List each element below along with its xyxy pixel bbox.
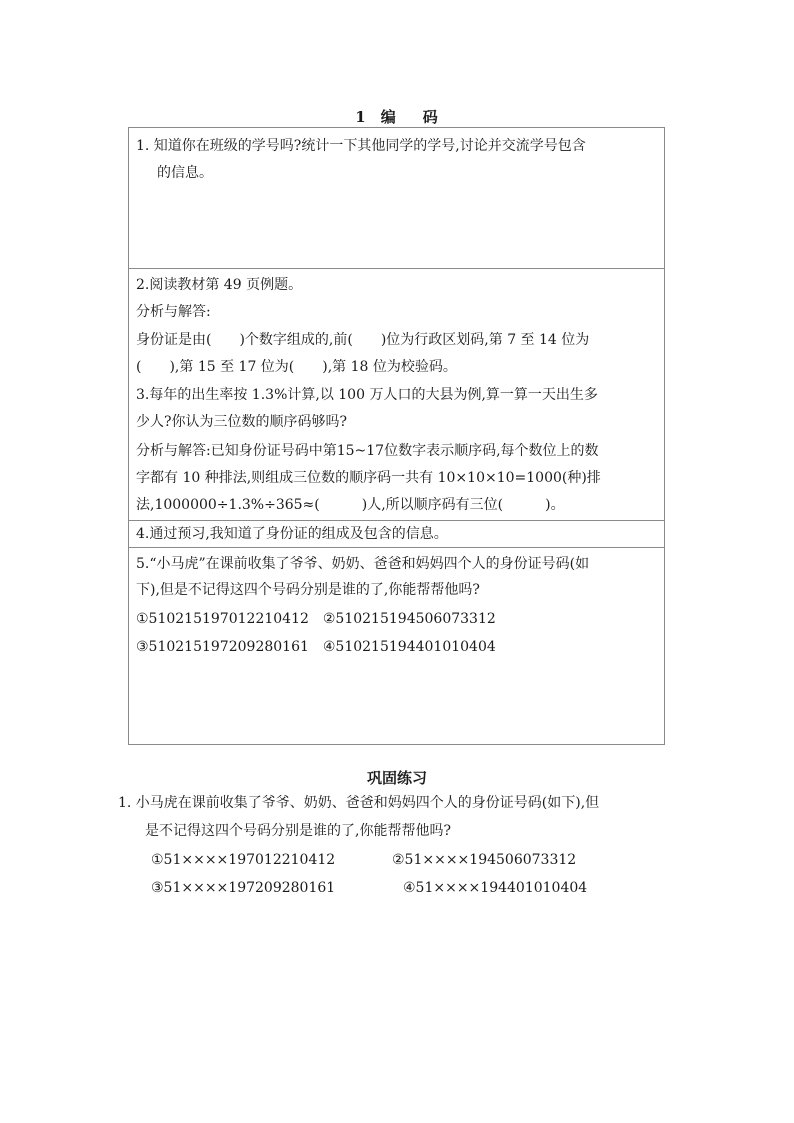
q2-line-3: 身份证是由( )个数字组成的,前( )位为行政区划码,第 7 至 14 位为 [136,332,590,348]
practice-title: 巩固练习 [366,769,427,787]
title-char-1: 编 [380,108,397,126]
practice-q1-line-1: 1. 小马虎在课前收集了爷爷、奶奶、爸爸和妈妈四个人的身份证号码(如下),但 [118,795,600,811]
q1-line-2: 的信息。 [157,165,213,181]
practice-q1-line-2: 是不记得这四个号码分别是谁的了,你能帮帮他吗? [145,823,451,839]
q5-id-row-1: ①510215197012210412 ②510215194506073312 [136,611,496,627]
q3-line-1: 3.每年的出生率按 1.3%计算,以 100 万人口的大县为例,算一算一天出生多 [136,387,598,403]
question-5-box [128,547,665,745]
question-4-box [128,520,665,548]
q3-line-2: 少人?你认为三位数的顺序码够吗? [136,414,348,430]
question-1-box [128,127,665,269]
practice-id-3: ③51××××197209280161 [151,880,336,896]
q5-id-row-2: ③510215197209280161 ④510215194401010404 [136,639,496,655]
title-number: 1 [355,108,367,126]
q2-line-1: 2.阅读教材第 49 页例题。 [136,277,303,293]
practice-id-1: ①51××××197012210412 [151,852,336,868]
title-char-2: 码 [422,108,439,126]
question-2-3-box [128,268,665,521]
q1-line-1: 1. 知道你在班级的学号吗?统计一下其他同学的学号,讨论并交流学号包含 [136,138,586,154]
q5-line-1: 5.“小马虎”在课前收集了爷爷、奶奶、爸爸和妈妈四个人的身份证号码(如 [136,556,590,572]
page-title [0,106,794,127]
q5-line-2: 下),但是不记得这四个号码分别是谁的了,你能帮帮他吗? [136,582,480,598]
q3-line-5: 法,1000000÷1.3%÷365≈( )人,所以顺序码有三位( )。 [136,497,565,513]
q3-line-4: 字都有 10 种排法,则组成三位数的顺序码一共有 10×10×10=1000(种)排 [136,470,601,486]
q4-line-1: 4.通过预习,我知道了身份证的组成及包含的信息。 [136,526,448,542]
q3-line-3: 分析与解答:已知身份证号码中第15~17位数字表示顺序码,每个数位上的数 [136,443,599,459]
q2-line-4: ( ),第 15 至 17 位为( ),第 18 位为校验码。 [136,359,457,375]
q2-line-2: 分析与解答: [136,304,211,320]
practice-id-4: ④51××××194401010404 [403,880,588,896]
practice-id-2: ②51××××194506073312 [392,852,577,868]
